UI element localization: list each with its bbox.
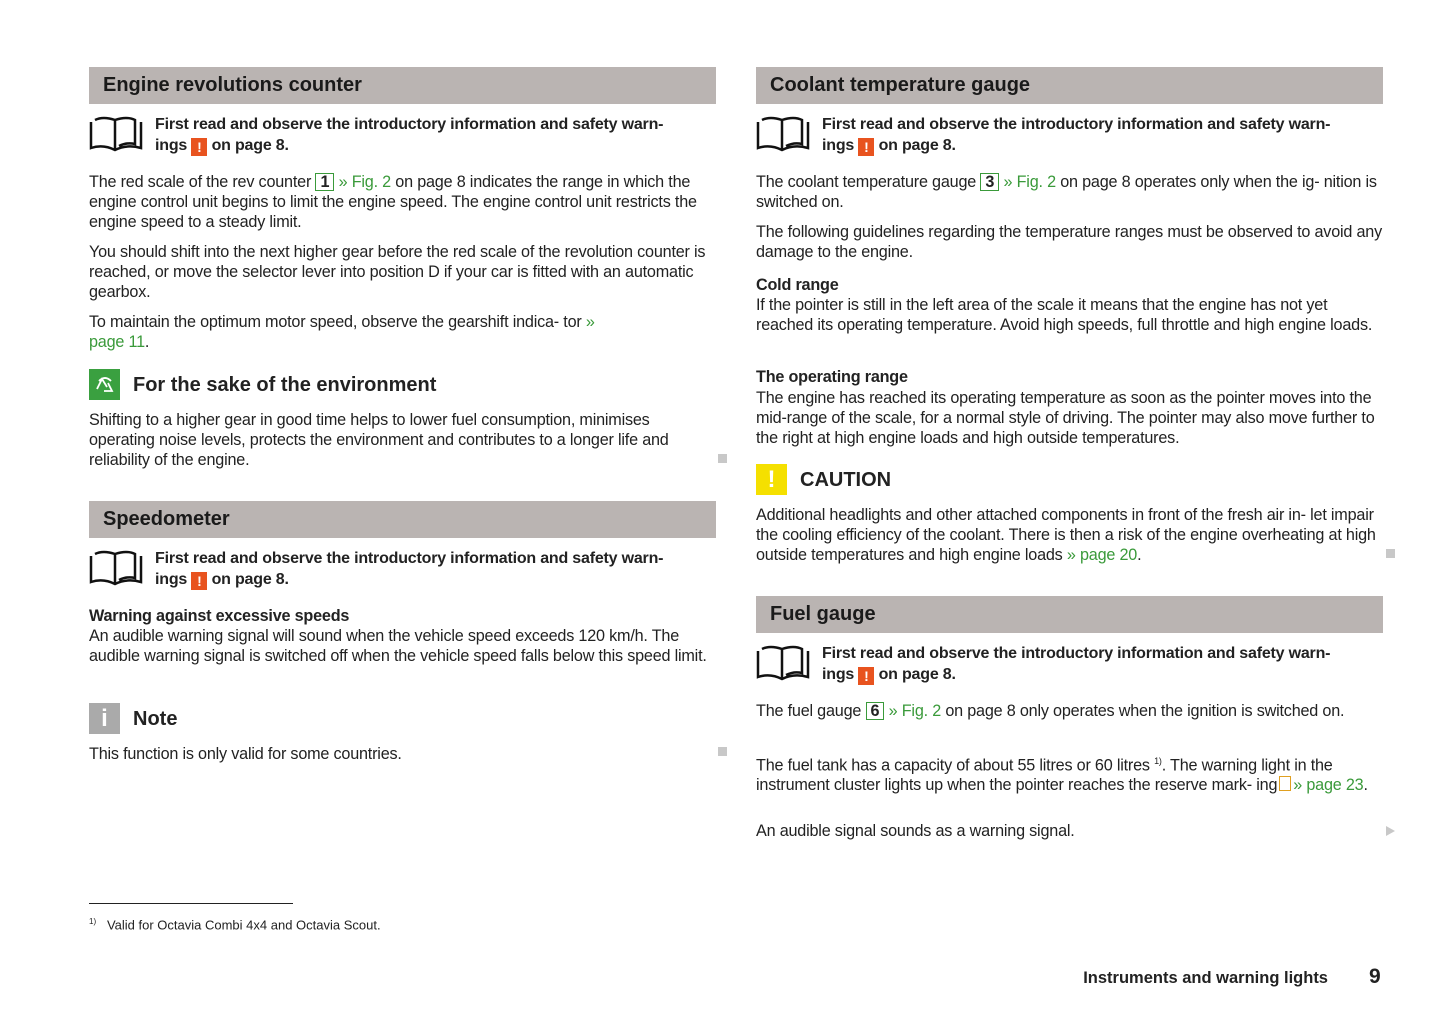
paragraph: [756, 172, 1383, 212]
text-segment: The fuel gauge: [756, 702, 862, 720]
text-segment: First read and observe the introductory information and safety warn-: [822, 645, 1331, 662]
paragraph: An audible warning signal will sound when the vehicle speed exceeds 120 km/h. The audible warning signal is switched off when the vehicle speed falls below this speed limit.: [89, 627, 707, 665]
section-header-coolant: Coolant temperature gauge: [756, 67, 1383, 104]
fig-link[interactable]: » Fig. 2: [338, 173, 391, 191]
page-link[interactable]: » page 11: [89, 313, 595, 351]
environment-icon: [89, 369, 120, 400]
text-segment: on page 8.: [878, 666, 956, 683]
book-icon: [756, 116, 810, 152]
paragraph: [756, 701, 1383, 721]
page-link[interactable]: » page 23: [1293, 776, 1364, 795]
safety-notice: [756, 643, 1383, 685]
safety-notice: [756, 114, 1383, 156]
fig-link[interactable]: » Fig. 2: [888, 702, 942, 720]
text-segment: To maintain the optimum motor speed, observe the gearshift indica- tor: [89, 313, 582, 331]
text-segment: ings: [822, 137, 855, 154]
section-header-rev-counter: Engine revolutions counter: [89, 67, 716, 104]
page-link[interactable]: » page 20: [1066, 546, 1138, 564]
text-segment: First read and observe the introductory information and safety warn-: [155, 550, 664, 567]
environment-title: For the sake of the environment: [133, 374, 437, 396]
text-segment: ings: [155, 571, 188, 588]
text-segment: .: [1363, 776, 1368, 795]
end-marker: [718, 747, 727, 756]
caution-title: CAUTION: [800, 469, 892, 491]
paragraph: [89, 172, 716, 232]
paragraph: An audible signal sounds as a warning signal.: [756, 822, 1075, 840]
end-marker: [718, 454, 727, 463]
footnote-ref: 1): [1154, 756, 1162, 766]
text-segment: ings: [155, 137, 188, 154]
paragraph: The following guidelines regarding the temperature ranges must be observed to avoid any damage to the engine.: [756, 223, 1382, 261]
book-icon: [89, 116, 143, 152]
book-icon: [89, 550, 143, 586]
text-segment: . The warning light in the instrument cluster lights up when the pointer reaches the reserve mark- ing: [756, 756, 1333, 795]
text-segment: Additional headlights and other attached components in front of the fresh air in- let impair the cooling efficiency of the coolant. There is then a risk of the engine overheating at high outside temperatures and high engine loads: [756, 506, 1376, 564]
paragraph: Shifting to a higher gear in good time helps to lower fuel consumption, minimises operating noise levels, protects the environment and contributes to a longer life and reliability of the engine.: [89, 411, 669, 469]
page-number: 9: [1369, 965, 1381, 988]
end-marker: [1386, 549, 1395, 558]
note-text: This function is only valid for some countries.: [89, 745, 402, 763]
paragraph: [89, 312, 629, 352]
paragraph: The engine has reached its operating temperature as soon as the pointer moves into the mid-range of the scale, for a normal style of driving. The pointer may also move further to the right at high engine loads and high outside temperatures.: [756, 389, 1375, 447]
figure-ref-badge: 1: [315, 173, 334, 191]
continue-arrow-icon: [1386, 826, 1395, 836]
text-segment: First read and observe the introductory information and safety warn-: [822, 116, 1331, 133]
fuel-pump-icon: [1279, 776, 1291, 791]
caution-icon: !: [756, 464, 787, 495]
text-segment: The coolant temperature gauge: [756, 173, 977, 191]
warning-icon: !: [191, 572, 207, 590]
text-segment: ings: [822, 666, 855, 683]
text-segment: on page 8 indicates the range in which the engine control unit begins to limit the engine speed. The engine control unit restricts the engine speed to a steady limit.: [89, 173, 697, 231]
text-segment: .: [144, 333, 150, 351]
text-segment: Valid for Octavia Combi 4x4 and Octavia Scout.: [106, 917, 381, 933]
paragraph: If the pointer is still in the left area of the scale it means that the engine has not yet reached its operating temperature. Avoid high speeds, full throttle and high engine loads.: [756, 296, 1373, 334]
info-icon: i: [89, 703, 120, 734]
text-segment: on page 8.: [211, 571, 289, 588]
subheading: The operating range: [756, 368, 908, 386]
text-segment: on page 8 operates only when the ig- nition is switched on.: [756, 173, 1377, 211]
paragraph: You should shift into the next higher gear before the red scale of the revolution counter is reached, or move the selector lever into position D if your car is fitted with an automatic gearbox.: [89, 243, 706, 301]
subheading: Cold range: [756, 276, 839, 294]
safety-notice: [89, 548, 716, 590]
text-segment: The red scale of the rev counter: [89, 173, 312, 191]
figure-ref-badge: 3: [980, 173, 999, 191]
caution-text: [756, 505, 1383, 565]
section-header-speedometer: Speedometer: [89, 501, 716, 538]
figure-ref-badge: 6: [866, 702, 885, 720]
text-segment: on page 8.: [878, 137, 956, 154]
note-title: Note: [133, 708, 178, 730]
text-segment: First read and observe the introductory information and safety warn-: [155, 116, 664, 133]
warning-icon: !: [191, 138, 207, 156]
section-header-fuel: Fuel gauge: [756, 596, 1383, 633]
text-segment: .: [1137, 546, 1142, 564]
text-segment: on page 8.: [211, 137, 289, 154]
paragraph: [756, 751, 1383, 795]
subheading: Warning against excessive speeds: [89, 607, 350, 625]
footnote: $^{1)}$ Valid for Octavia Combi 4x4 and Octavia Scout.: [89, 917, 381, 933]
text-segment: on page 8 only operates when the ignition is switched on.: [945, 702, 1345, 720]
footnote-divider: [89, 903, 293, 904]
book-icon: [756, 645, 810, 681]
fig-link[interactable]: » Fig. 2: [1003, 173, 1056, 191]
warning-icon: !: [858, 138, 874, 156]
text-segment: The fuel tank has a capacity of about 55 litres or 60 litres: [756, 756, 1150, 775]
footer-section-title: Instruments and warning lights: [1083, 969, 1328, 987]
safety-notice: [89, 114, 716, 156]
warning-icon: !: [858, 667, 874, 685]
